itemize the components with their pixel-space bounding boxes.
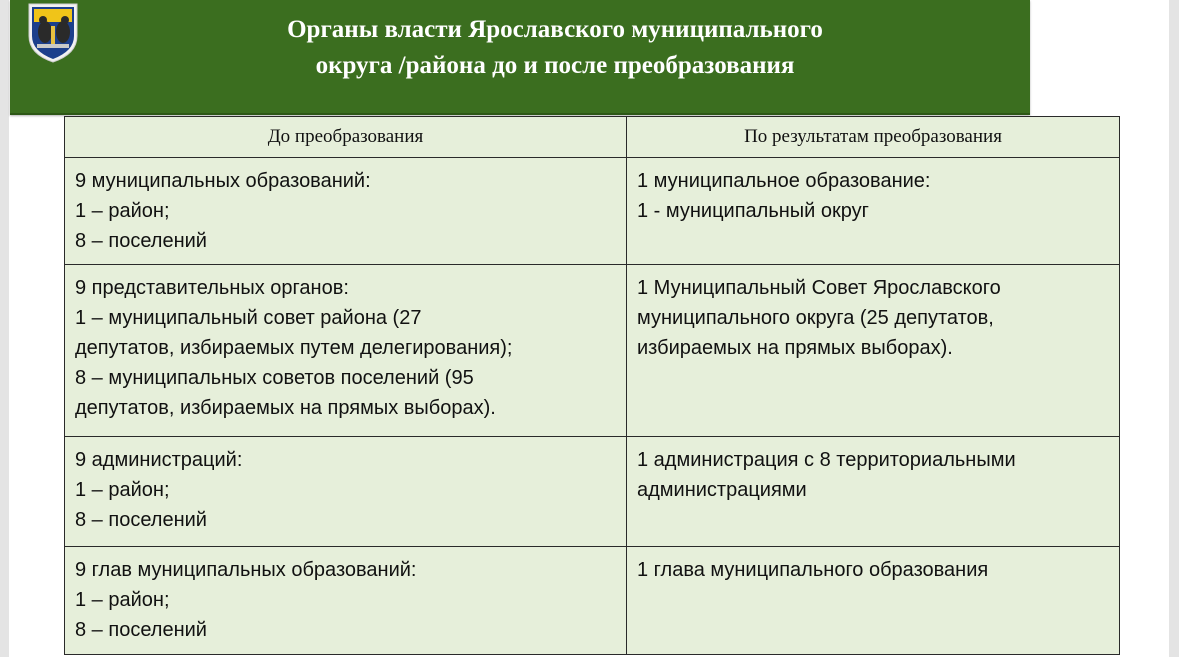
cell-line: 1 Муниципальный Совет Ярославского xyxy=(637,277,1001,299)
table-row xyxy=(65,265,1120,437)
cell-after xyxy=(627,265,1120,437)
cell-line: 8 – поселений xyxy=(75,509,207,531)
cell-line: муниципального округа (25 депутатов, xyxy=(637,307,994,329)
cell-line: депутатов, избираемых на прямых выборах). xyxy=(75,397,496,419)
table-row xyxy=(65,158,1120,265)
cell-line: 1 - муниципальный округ xyxy=(637,200,869,222)
table-row xyxy=(65,437,1120,547)
cell-line: 9 администраций: xyxy=(75,449,243,471)
cell-line: 8 – поселений xyxy=(75,230,207,252)
cell-after xyxy=(627,547,1120,655)
cell-line: депутатов, избираемых путем делегирования); xyxy=(75,337,513,359)
cell-line: 1 – район; xyxy=(75,479,170,501)
cell-line: 1 глава муниципального образования xyxy=(637,559,989,581)
cell-after xyxy=(627,158,1120,265)
right-page-edge xyxy=(1169,0,1179,657)
cell-before xyxy=(65,265,627,437)
column-header-before: До преобразования xyxy=(65,117,627,158)
cell-line: 1 – район; xyxy=(75,200,170,222)
comparison-table xyxy=(64,116,1120,655)
cell-after xyxy=(627,437,1120,547)
cell-line: 8 – муниципальных советов поселений (95 xyxy=(75,367,474,389)
cell-before xyxy=(65,437,627,547)
page-title xyxy=(160,12,950,84)
cell-line: 9 представительных органов: xyxy=(75,277,349,299)
column-header-after: По результатам преобразования xyxy=(627,117,1120,158)
title-line-2: округа /района до и после преобразования xyxy=(315,52,795,79)
cell-line: администрациями xyxy=(637,479,807,501)
cell-line: 8 – поселений xyxy=(75,619,207,641)
cell-line: 1 – район; xyxy=(75,589,170,611)
cell-line: 9 глав муниципальных образований: xyxy=(75,559,417,581)
cell-line: 1 муниципальное образование: xyxy=(637,170,931,192)
cell-line: избираемых на прямых выборах). xyxy=(637,337,953,359)
title-banner xyxy=(10,0,1030,115)
cell-line: 1 администрация с 8 территориальными xyxy=(637,449,1016,471)
table-header-row xyxy=(65,117,1120,158)
coat-of-arms-icon xyxy=(23,2,83,64)
cell-line: 9 муниципальных образований: xyxy=(75,170,371,192)
table-row xyxy=(65,547,1120,655)
left-page-edge xyxy=(0,0,9,657)
title-line-1: Органы власти Ярославского муниципального xyxy=(287,16,823,43)
cell-before xyxy=(65,547,627,655)
cell-line: 1 – муниципальный совет района (27 xyxy=(75,307,422,329)
cell-before xyxy=(65,158,627,265)
